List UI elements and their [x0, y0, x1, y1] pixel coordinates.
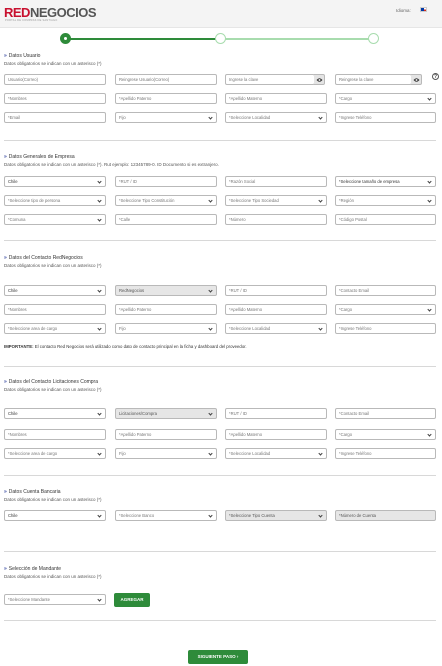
section-title-contacto-lc: » Datos del Contacto Licitaciones Compra	[4, 379, 98, 385]
contacto-rn-fijo-select[interactable]: Fijo	[115, 323, 217, 334]
contacto-lc-area-select[interactable]: *Seleccione area de cargo	[4, 448, 106, 459]
section-subtitle-mandante: Datos obligatorios se indican con un asterisco (*)	[4, 574, 102, 579]
step-2-dot	[215, 33, 226, 44]
step-line-2	[220, 38, 373, 40]
section-title-usuario: » Datos Usuario	[4, 53, 41, 59]
usuario-correo-input[interactable]: Usuario(Correo)	[4, 74, 106, 85]
contacto-lc-localidad-select[interactable]: *Seleccione Localidad	[225, 448, 327, 459]
email-input[interactable]: *Email	[4, 112, 106, 123]
contacto-lc-email-input[interactable]: *Contacto Email	[335, 408, 436, 419]
section-subtitle-empresa: Datos obligatorios se indican con un asterisco (*). Rut ejemplo: 12345789-0. ID Documento si es extranjero.	[4, 162, 219, 167]
section-subtitle-usuario: Datos obligatorios se indican con un asterisco (*)	[4, 61, 102, 66]
numero-input[interactable]: *Número	[225, 214, 327, 225]
divider	[4, 620, 436, 621]
section-title-mandante: » Selección de Mandante	[4, 566, 62, 572]
chevrons-icon: »	[4, 566, 6, 572]
contacto-lc-fijo-select[interactable]: Fijo	[115, 448, 217, 459]
codigo-postal-input[interactable]: *Código Postal	[335, 214, 436, 225]
fijo-select[interactable]: Fijo	[115, 112, 217, 123]
divider	[4, 140, 436, 141]
tipo-sociedad-select[interactable]: *Seleccione Tipo Sociedad	[225, 195, 327, 206]
cargo-select[interactable]: *Cargo	[335, 93, 436, 104]
empresa-rut-input[interactable]: *RUT / ID	[115, 176, 217, 187]
reingrese-usuario-input[interactable]: Reingrese Usuario(Correo)	[115, 74, 217, 85]
nombres-input[interactable]: *Nombres	[4, 93, 106, 104]
password-input[interactable]: Ingrese la clave	[225, 74, 315, 85]
tipo-constitucion-select[interactable]: *Seleccione Tipo Constitución	[115, 195, 217, 206]
contacto-rn-localidad-select[interactable]: *Seleccione Localidad	[225, 323, 327, 334]
contacto-rn-email-input[interactable]: *Contacto Email	[335, 285, 436, 296]
next-step-button[interactable]: SIGUIENTE PASO ›	[188, 650, 248, 664]
localidad-select[interactable]: *Seleccione Localidad	[225, 112, 327, 123]
header	[0, 0, 442, 28]
add-mandante-button[interactable]: AGREGAR	[114, 593, 150, 607]
apellido-paterno-input[interactable]: *Apellido Paterno	[115, 93, 217, 104]
section-subtitle-contacto-lc: Datos obligatorios se indican con un asterisco (*)	[4, 387, 102, 392]
progress-stepper	[0, 28, 442, 50]
contacto-rn-tipo-select: RedNegocios	[115, 285, 217, 296]
logo-tagline: PORTAL DE COMPRAS DE SANTIAGO	[5, 19, 58, 22]
logo-gray-text: NEGOCIOS	[29, 5, 97, 20]
razon-social-input[interactable]: *Razón Social	[225, 176, 327, 187]
apellido-materno-input[interactable]: *Apellido Materno	[225, 93, 327, 104]
comuna-select[interactable]: *Comuna	[4, 214, 106, 225]
mandante-select[interactable]: *Seleccione Mandante	[4, 594, 106, 605]
divider	[4, 475, 436, 476]
tamano-empresa-select[interactable]: *Seleccione tamaño de empresa	[335, 176, 436, 187]
contacto-rn-rut-input[interactable]: *RUT / ID	[225, 285, 327, 296]
contacto-rn-pais-select[interactable]: Chile	[4, 285, 106, 296]
contacto-rn-cargo-select[interactable]: *Cargo	[335, 304, 436, 315]
contacto-rn-telefono-input[interactable]: *Ingrese Teléfono	[335, 323, 436, 334]
tipo-persona-select[interactable]: *Seleccione tipo de persona	[4, 195, 106, 206]
empresa-pais-select[interactable]: Chile	[4, 176, 106, 187]
section-title-banco: » Datos Cuenta Bancaria	[4, 489, 61, 495]
contacto-rn-apellido-materno-input[interactable]: *Apellido Materno	[225, 304, 327, 315]
important-note: IMPORTANTE: El contacto Red Negocios será utilizado como dato de contacto principal en la ficha y dashboard del proveedor.	[4, 344, 247, 349]
contacto-lc-pais-select[interactable]: Chile	[4, 408, 106, 419]
section-subtitle-banco: Datos obligatorios se indican con un asterisco (*)	[4, 497, 102, 502]
logo-red-text: RED	[4, 5, 30, 20]
section-subtitle-contacto-rn: Datos obligatorios se indican con un asterisco (*)	[4, 263, 102, 268]
contacto-lc-apellido-paterno-input[interactable]: *Apellido Paterno	[115, 429, 217, 440]
contacto-rn-area-select[interactable]: *Seleccione area de cargo	[4, 323, 106, 334]
help-icon[interactable]: ?	[433, 74, 438, 80]
step-3-dot	[368, 33, 379, 44]
section-title-contacto-rn: » Datos del Contacto RedNegocios	[4, 255, 83, 261]
step-1-dot	[60, 33, 71, 44]
chevrons-icon: »	[4, 489, 6, 495]
divider	[4, 366, 436, 367]
confirm-password-input[interactable]: Reingrese la clave	[335, 74, 412, 85]
contacto-rn-apellido-paterno-input[interactable]: *Apellido Paterno	[115, 304, 217, 315]
chevrons-icon: »	[4, 379, 6, 385]
contacto-lc-rut-input[interactable]: *RUT / ID	[225, 408, 327, 419]
contacto-lc-tipo-select: Licitaciones/Compra	[115, 408, 217, 419]
calle-input[interactable]: *Calle	[115, 214, 217, 225]
chevrons-icon: »	[4, 154, 6, 160]
numero-cuenta-input: *Número de Cuenta	[335, 510, 436, 521]
banco-select[interactable]: *Seleccione Banco	[115, 510, 217, 521]
section-title-empresa: » Datos Generales de Empresa	[4, 154, 75, 160]
chile-flag-icon[interactable]	[420, 7, 427, 12]
contacto-lc-cargo-select[interactable]: *Cargo	[335, 429, 436, 440]
show-confirm-password-eye-icon[interactable]	[411, 74, 422, 85]
show-password-eye-icon[interactable]	[314, 74, 325, 85]
tipo-cuenta-select: *Seleccione Tipo Cuenta	[225, 510, 327, 521]
banco-pais-select[interactable]: Chile	[4, 510, 106, 521]
divider	[4, 240, 436, 241]
step-line-1	[64, 38, 220, 40]
divider	[4, 551, 436, 552]
chevrons-icon: »	[4, 53, 6, 59]
contacto-lc-apellido-materno-input[interactable]: *Apellido Materno	[225, 429, 327, 440]
logo[interactable]	[4, 6, 96, 19]
region-select[interactable]: *Región	[335, 195, 436, 206]
telefono-input[interactable]: *Ingrese Teléfono	[335, 112, 436, 123]
chevrons-icon: »	[4, 255, 6, 261]
contacto-lc-nombres-input[interactable]: *Nombres	[4, 429, 106, 440]
contacto-rn-nombres-input[interactable]: *Nombres	[4, 304, 106, 315]
contacto-lc-telefono-input[interactable]: *Ingrese Teléfono	[335, 448, 436, 459]
language-label: Idioma:	[396, 8, 411, 13]
